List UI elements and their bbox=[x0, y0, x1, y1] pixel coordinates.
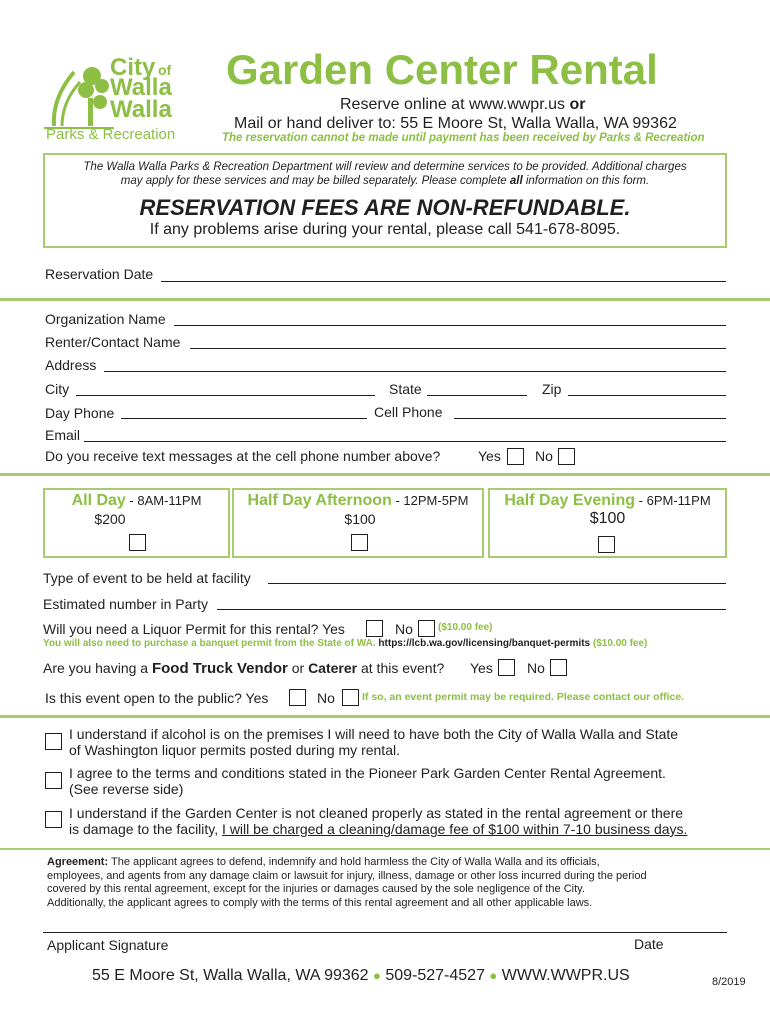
food-c: or bbox=[287, 660, 309, 676]
text-yes-checkbox[interactable] bbox=[507, 448, 524, 465]
public-question: Is this event open to the public? Yes bbox=[45, 690, 269, 706]
liquor-no-checkbox[interactable] bbox=[418, 620, 435, 637]
notice-line-2 bbox=[45, 175, 725, 187]
option-all-day-name: All Day bbox=[71, 492, 126, 509]
bullet-icon: ● bbox=[489, 968, 498, 983]
organization-field[interactable] bbox=[174, 325, 726, 326]
renter-label: Renter/Contact Name bbox=[45, 334, 181, 350]
banquet-fee: ($10.00 fee) bbox=[590, 638, 648, 649]
mail-address: Mail or hand deliver to: 55 E Moore St, Walla Walla, WA 99362 bbox=[234, 115, 677, 132]
zip-field[interactable] bbox=[568, 395, 726, 396]
food-yes-label: Yes bbox=[470, 660, 493, 676]
food-e: at this event? bbox=[357, 660, 445, 676]
notice-all: all bbox=[509, 175, 523, 187]
reserve-online-text: Reserve online at www.wwpr.us bbox=[340, 96, 565, 113]
text-no-label: No bbox=[535, 448, 553, 464]
email-field[interactable] bbox=[84, 441, 726, 442]
day-phone-field[interactable] bbox=[121, 418, 367, 419]
logo-city: City bbox=[110, 54, 156, 81]
ack-cleaning-line-2 bbox=[69, 821, 687, 837]
form-version: 8/2019 bbox=[712, 976, 746, 988]
zip-label: Zip bbox=[542, 381, 562, 397]
address-label: Address bbox=[45, 357, 97, 373]
address-field[interactable] bbox=[104, 371, 726, 372]
option-afternoon-title bbox=[234, 492, 482, 510]
logo-walla-1: Walla bbox=[110, 74, 172, 101]
notice-line-1: The Walla Walla Parks & Recreation Department will review and determine services to be provided. Additional charges bbox=[83, 161, 687, 173]
ack-cleaning-line-2a: is damage to the facility, bbox=[69, 821, 223, 837]
food-no-label: No bbox=[527, 660, 545, 676]
notice-box bbox=[43, 153, 727, 248]
payment-note: The reservation cannot be made until payment has been received by Parks & Recreation bbox=[222, 132, 705, 144]
divider bbox=[0, 715, 770, 718]
option-evening-name: Half Day Evening bbox=[504, 492, 636, 509]
logo-of: of bbox=[158, 62, 172, 78]
party-number-field[interactable] bbox=[217, 609, 726, 610]
agreement-label: Agreement: bbox=[47, 856, 109, 868]
city-field[interactable] bbox=[76, 395, 375, 396]
notice-line-2c: information on this form. bbox=[522, 175, 650, 187]
footer-website[interactable]: WWW.WWPR.US bbox=[501, 967, 630, 984]
cleaning-fee: I will be charged a cleaning/damage fee of $100 within 7-10 business days. bbox=[222, 821, 688, 837]
ack-terms-line-2: (See reverse side) bbox=[69, 781, 184, 797]
event-type-field[interactable] bbox=[268, 583, 726, 584]
text-messages-question: Do you receive text messages at the cell phone number above? bbox=[45, 448, 441, 464]
all-day-checkbox[interactable] bbox=[129, 534, 146, 551]
liquor-no-label: No bbox=[395, 621, 413, 637]
cell-phone-label: Cell Phone bbox=[374, 404, 443, 420]
nonrefundable-heading: RESERVATION FEES ARE NON-REFUNDABLE. bbox=[139, 195, 631, 220]
option-all-day-time: - 8AM-11PM bbox=[125, 493, 202, 508]
afternoon-checkbox[interactable] bbox=[351, 534, 368, 551]
public-no-checkbox[interactable] bbox=[342, 689, 359, 706]
divider bbox=[0, 848, 770, 850]
banquet-note-text: You will also need to purchase a banquet permit from the State of WA. bbox=[43, 638, 379, 649]
bullet-icon: ● bbox=[373, 968, 381, 983]
agreement-line-4: Additionally, the applicant agrees to comply with the terms of this rental agreement and all other applicable laws. bbox=[47, 896, 593, 909]
ack-cleaning-checkbox[interactable] bbox=[45, 811, 62, 828]
food-truck: Food Truck Vendor bbox=[151, 660, 288, 677]
public-no-label: No bbox=[317, 690, 335, 706]
banquet-url[interactable]: https://lcb.wa.gov/licensing/banquet-permits bbox=[378, 638, 591, 649]
option-evening-price: $100 bbox=[589, 510, 626, 527]
food-yes-checkbox[interactable] bbox=[498, 659, 515, 676]
option-afternoon-price: $100 bbox=[344, 511, 376, 527]
logo-walla-2: Walla bbox=[110, 96, 172, 123]
state-label: State bbox=[389, 381, 422, 397]
agreement-line-1 bbox=[47, 856, 647, 870]
option-all-day-title bbox=[45, 492, 228, 510]
signature-date-label: Date bbox=[634, 936, 664, 952]
caterer: Caterer bbox=[308, 660, 358, 676]
public-note: If so, an event permit may be required. Please contact our office. bbox=[362, 691, 685, 703]
banquet-note bbox=[43, 638, 647, 649]
ack-alcohol-line-1: I understand if alcohol is on the premises I will need to have both the City of Walla Walla and State bbox=[69, 726, 679, 742]
city-label: City bbox=[45, 381, 70, 397]
email-label: Email bbox=[45, 427, 81, 443]
reservation-date-label: Reservation Date bbox=[45, 266, 154, 282]
organization-label: Organization Name bbox=[45, 311, 166, 327]
option-half-day-afternoon[interactable] bbox=[232, 488, 484, 558]
option-evening-time: - 6PM-11PM bbox=[635, 493, 711, 508]
renter-field[interactable] bbox=[190, 348, 726, 349]
applicant-signature-label: Applicant Signature bbox=[47, 937, 169, 953]
ack-cleaning-line-1: I understand if the Garden Center is not cleaned properly as stated in the rental agreement or there bbox=[69, 805, 684, 821]
problems-phone: If any problems arise during your rental, please call 541-678-8095. bbox=[149, 221, 621, 238]
reserve-online bbox=[340, 96, 585, 114]
footer-phone: 509-527-4527 bbox=[385, 967, 485, 984]
ack-terms-line-1: I agree to the terms and conditions stated in the Pioneer Park Garden Center Rental Agreement. bbox=[69, 765, 666, 781]
notice-line-2a: may apply for these services and may be billed separately. Please complete bbox=[120, 175, 510, 187]
state-field[interactable] bbox=[427, 395, 527, 396]
food-no-checkbox[interactable] bbox=[550, 659, 567, 676]
evening-checkbox[interactable] bbox=[598, 536, 615, 553]
tree-icon bbox=[44, 58, 114, 130]
party-number-label: Estimated number in Party bbox=[43, 596, 208, 612]
ack-alcohol-checkbox[interactable] bbox=[45, 733, 62, 750]
cell-phone-field[interactable] bbox=[454, 418, 726, 419]
footer-address: 55 E Moore St, Walla Walla, WA 99362 bbox=[92, 967, 369, 984]
event-type-label: Type of event to be held at facility bbox=[43, 570, 251, 586]
divider bbox=[0, 298, 770, 301]
day-phone-label: Day Phone bbox=[45, 405, 115, 421]
signature-line[interactable] bbox=[43, 932, 727, 933]
liquor-permit-question: Will you need a Liquor Permit for this rental? Yes bbox=[43, 621, 345, 637]
text-yes-label: Yes bbox=[478, 448, 501, 464]
option-evening-title bbox=[490, 492, 725, 510]
food-a: Are you having a bbox=[43, 660, 152, 676]
text-no-checkbox[interactable] bbox=[558, 448, 575, 465]
agreement-text bbox=[47, 856, 647, 910]
city-logo bbox=[44, 54, 194, 148]
food-vendor-question bbox=[43, 660, 444, 677]
reservation-date-field[interactable] bbox=[161, 281, 726, 282]
page-title: Garden Center Rental bbox=[226, 46, 658, 93]
logo-subtitle: Parks & Recreation bbox=[46, 126, 176, 143]
option-all-day[interactable] bbox=[43, 488, 230, 558]
option-half-day-evening[interactable] bbox=[488, 488, 727, 558]
agreement-line-2: employees, and agents from any damage claim or lawsuit for injury, illness, damage or other loss incurred during the period bbox=[47, 869, 647, 882]
option-afternoon-time: - 12PM-5PM bbox=[391, 493, 469, 508]
footer bbox=[92, 967, 630, 985]
liquor-fee: ($10.00 fee) bbox=[438, 622, 493, 633]
option-afternoon-name: Half Day Afternoon bbox=[247, 492, 392, 509]
liquor-yes-checkbox[interactable] bbox=[366, 620, 383, 637]
divider bbox=[0, 473, 770, 476]
agreement-line-3: covered by this rental agreement, except for the injuries or damages caused by the sole negligence of the City. bbox=[47, 883, 585, 896]
agreement-l1: The applicant agrees to defend, indemnify and hold harmless the City of Walla Walla and its officials, bbox=[108, 856, 600, 868]
reserve-or: or bbox=[569, 96, 586, 113]
ack-alcohol-line-2: of Washington liquor permits posted during my rental. bbox=[69, 742, 400, 758]
ack-terms-checkbox[interactable] bbox=[45, 772, 62, 789]
public-yes-checkbox[interactable] bbox=[289, 689, 306, 706]
option-all-day-price: $200 bbox=[94, 511, 126, 527]
